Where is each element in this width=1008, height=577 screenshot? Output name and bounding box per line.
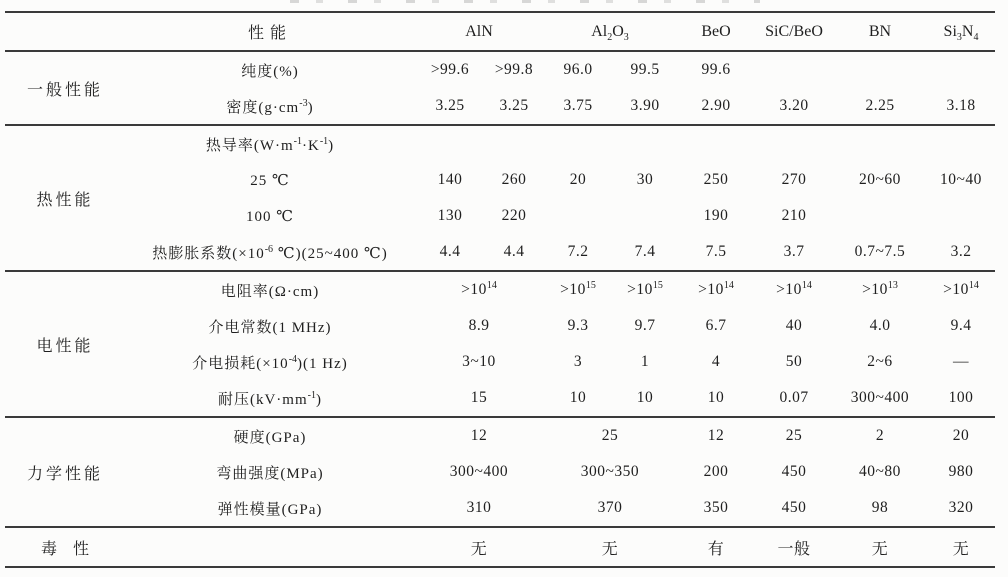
cell-tc-25c-6: 20~60: [859, 171, 901, 188]
table-body: [5, 51, 995, 567]
cell-toxicity-3: 一般: [755, 527, 833, 567]
section-label-thermal: 热性能: [5, 125, 125, 271]
cell-purity-2: 96.0: [543, 51, 613, 88]
cell-hardness-0: 12: [415, 417, 543, 454]
header-material-bn: BN: [833, 12, 927, 51]
cell-tc-100c-6: [833, 198, 927, 234]
cell-flexural-strength-2: 200: [703, 463, 729, 480]
cell-toxicity-2: 有: [677, 527, 755, 567]
cell-flexural-strength-4: 40~80: [859, 463, 901, 480]
row-hardness: [5, 417, 995, 454]
cell-resistivity-1: $>10^{15}$: [543, 271, 613, 308]
cell-resistivity-6: $>10^{14}$: [927, 271, 995, 308]
cell-purity-4: 99.6: [677, 51, 755, 88]
header-property-label: 性能: [125, 12, 415, 51]
cell-thermal-conductivity-2: [543, 125, 613, 162]
cell-resistivity-0: $>10^{14}$: [415, 271, 543, 308]
cell-dielectric-constant-0: 8.9: [468, 317, 490, 334]
cell-flexural-strength-3: 450: [781, 463, 807, 480]
cell-density-7: 3.18: [946, 97, 976, 114]
row-dielectric-loss: [5, 344, 995, 380]
cell-withstand-voltage-2: 10: [636, 389, 654, 406]
cell-withstand-voltage-1: 10: [569, 389, 587, 406]
property-label-dielectric-loss: 介电损耗$(\times 10^{-4})(1$ Hz): [192, 353, 348, 372]
row-toxicity: [5, 527, 995, 567]
property-label-dielectric-constant: 介电常数(1 MHz): [208, 319, 332, 336]
cell-elastic-modulus-3: 450: [781, 499, 807, 516]
cell-tc-25c-0: 140: [437, 171, 463, 188]
cell-dielectric-loss-0: 3~10: [462, 353, 496, 370]
cell-thermal-conductivity-4: [677, 125, 755, 162]
property-label-tc-100c: 100 ℃: [245, 208, 295, 225]
row-flexural-strength: [5, 454, 995, 490]
cell-dielectric-loss-3: 4: [711, 353, 721, 370]
cell-flexural-strength-1: 300~350: [580, 463, 640, 480]
cell-resistivity-2: $>10^{15}$: [613, 271, 677, 308]
table-head: [5, 12, 995, 51]
cell-toxicity-1: 无: [543, 527, 677, 567]
cell-dielectric-constant-2: 9.7: [634, 317, 656, 334]
cell-elastic-modulus-4: 98: [871, 499, 889, 516]
cell-cte-2: 7.2: [567, 243, 589, 260]
cell-tc-25c-3: 30: [636, 171, 654, 188]
cell-thermal-conductivity-1: [485, 125, 543, 162]
cell-hardness-2: 12: [677, 417, 755, 454]
cell-tc-100c-1: 220: [501, 207, 527, 224]
row-dielectric-constant: [5, 308, 995, 344]
row-tc-100c: [5, 198, 995, 234]
property-label-flexural-strength: 弯曲强度(MPa): [216, 465, 324, 482]
row-withstand-voltage: [5, 380, 995, 417]
cell-elastic-modulus-1: 370: [597, 499, 623, 516]
cell-tc-100c-7: [927, 198, 995, 234]
cell-withstand-voltage-0: 15: [470, 389, 488, 406]
cell-toxicity-0: 无: [415, 527, 543, 567]
cell-tc-25c-1: 260: [501, 171, 527, 188]
cell-cte-1: 4.4: [503, 243, 525, 260]
cell-resistivity-4: $>10^{14}$: [755, 271, 833, 308]
cell-density-5: 3.20: [779, 97, 809, 114]
cropped-caption-text-fragment: [290, 0, 760, 3]
header-material-sic-beo: SiC/BeO: [755, 12, 833, 51]
cell-purity-6: [833, 51, 927, 88]
header-material-al2o3: $Al_2O_3$: [543, 12, 677, 51]
header-material-aln: AlN: [415, 12, 543, 51]
property-label-elastic-modulus: 弹性模量(GPa): [217, 501, 323, 518]
property-label-purity: 纯度(%): [125, 51, 415, 88]
cell-cte-0: 4.4: [439, 243, 461, 260]
cell-resistivity-5: $>10^{13}$: [833, 271, 927, 308]
cell-density-1: 3.25: [499, 97, 529, 114]
cell-cte-3: 7.4: [634, 243, 656, 260]
cell-dielectric-constant-3: 6.7: [705, 317, 727, 334]
cell-density-2: 3.75: [563, 97, 593, 114]
cell-dielectric-constant-4: 40: [785, 317, 803, 334]
section-label-electrical: 电性能: [5, 271, 125, 417]
header-row: [5, 12, 995, 51]
cell-elastic-modulus-2: 350: [703, 499, 729, 516]
cell-toxicity-5: 无: [927, 527, 995, 567]
row-density: [5, 88, 995, 125]
property-label-toxicity-empty: [125, 527, 415, 567]
cell-withstand-voltage-3: 10: [707, 389, 725, 406]
cell-cte-5: 3.7: [783, 243, 805, 260]
cell-dielectric-loss-6: —: [953, 353, 969, 370]
cell-purity-5: [755, 51, 833, 88]
cell-tc-25c-7: 10~40: [940, 171, 982, 188]
cell-purity-1: >99.8: [485, 51, 543, 88]
cell-tc-100c-0: 130: [437, 207, 463, 224]
cropped-caption-remnant: [0, 0, 1008, 11]
cell-tc-100c-4: 190: [703, 207, 729, 224]
cell-elastic-modulus-5: 320: [948, 499, 974, 516]
cell-thermal-conductivity-5: [755, 125, 833, 162]
cell-dielectric-loss-5: 2~6: [867, 353, 893, 370]
cell-density-3: 3.90: [630, 97, 660, 114]
cell-density-6: 2.25: [865, 97, 895, 114]
cell-dielectric-loss-2: 1: [640, 353, 650, 370]
cell-hardness-4: 2: [833, 417, 927, 454]
row-tc-25c: [5, 162, 995, 198]
cell-purity-3: 99.5: [613, 51, 677, 88]
row-elastic-modulus: [5, 490, 995, 527]
row-resistivity: [5, 271, 995, 308]
cell-flexural-strength-0: 300~400: [449, 463, 509, 480]
cell-hardness-3: 25: [755, 417, 833, 454]
cell-tc-25c-2: 20: [569, 171, 587, 188]
cell-tc-100c-2: [543, 198, 613, 234]
cell-cte-7: 3.2: [950, 243, 972, 260]
property-label-hardness: 硬度(GPa): [125, 417, 415, 454]
property-label-resistivity: 电阻率(Ω·cm): [125, 271, 415, 308]
cell-thermal-conductivity-0: [415, 125, 485, 162]
section-label-toxicity: 毒 性: [5, 527, 125, 567]
cell-dielectric-loss-1: 3: [573, 353, 583, 370]
cell-thermal-conductivity-6: [833, 125, 927, 162]
cell-tc-100c-3: [613, 198, 677, 234]
row-cte: [5, 234, 995, 271]
cell-dielectric-constant-6: 9.4: [950, 317, 972, 334]
header-material-si3n4: $Si_3N_4$: [927, 12, 995, 51]
property-label-density: 密度$(g\cdot cm^{-3})$: [226, 97, 314, 116]
cell-hardness-1: 25: [543, 417, 677, 454]
row-purity: [5, 51, 995, 88]
cell-hardness-5: 20: [927, 417, 995, 454]
section-label-general: 一般性能: [5, 51, 125, 125]
cell-tc-100c-5: 210: [781, 207, 807, 224]
cell-dielectric-constant-5: 4.0: [869, 317, 891, 334]
cell-density-0: 3.25: [435, 97, 465, 114]
cell-withstand-voltage-4: 0.07: [779, 389, 809, 406]
cell-thermal-conductivity-7: [927, 125, 995, 162]
property-label-tc-25c: 25 ℃: [250, 172, 290, 189]
cell-density-4: 2.90: [701, 97, 731, 114]
section-label-mechanical: 力学性能: [5, 417, 125, 527]
ceramic-properties-table: [5, 11, 995, 568]
cell-purity-0: >99.6: [415, 51, 485, 88]
cell-cte-6: 0.7~7.5: [854, 243, 906, 260]
cell-tc-25c-5: 270: [781, 171, 807, 188]
cell-toxicity-4: 无: [833, 527, 927, 567]
row-thermal-conductivity: [5, 125, 995, 162]
cell-tc-25c-4: 250: [703, 171, 729, 188]
property-label-withstand-voltage: 耐压$(kV\cdot mm^{-1})$: [217, 389, 322, 408]
header-empty-cell: [5, 12, 125, 51]
property-label-cte: 热膨胀系数($\times 10^{-6}$ ℃)(25~400 ℃): [152, 243, 388, 262]
property-label-thermal-conductivity: 热导率$(W\cdot m^{-1}\cdot K^{-1})$: [125, 125, 415, 162]
cell-elastic-modulus-0: 310: [466, 499, 492, 516]
cell-withstand-voltage-5: 300~400: [850, 389, 910, 406]
header-material-beo: BeO: [677, 12, 755, 51]
cell-withstand-voltage-6: 100: [948, 389, 974, 406]
cell-cte-4: 7.5: [705, 243, 727, 260]
cell-purity-7: [927, 51, 995, 88]
cell-resistivity-3: $>10^{14}$: [677, 271, 755, 308]
cell-dielectric-constant-1: 9.3: [567, 317, 589, 334]
cell-thermal-conductivity-3: [613, 125, 677, 162]
cell-dielectric-loss-4: 50: [785, 353, 803, 370]
cell-flexural-strength-5: 980: [948, 463, 974, 480]
